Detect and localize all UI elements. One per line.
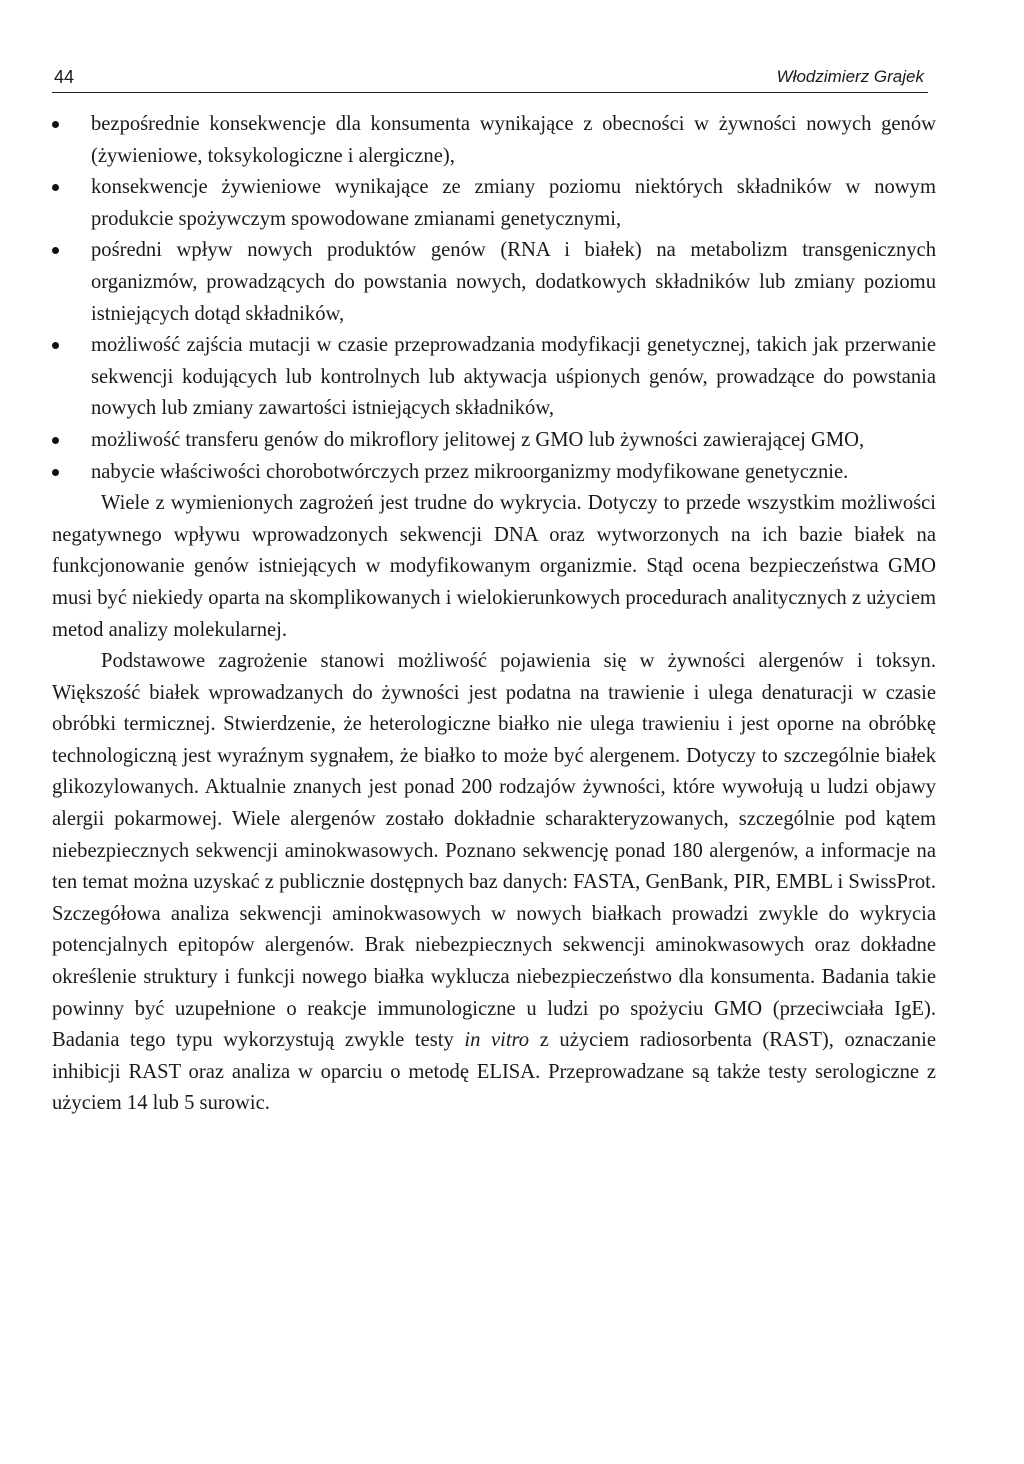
bullet-icon — [52, 184, 59, 191]
list-item-text: możliwość transferu genów do mikroflory jelitowej z GMO lub żywności zawierającej GMO, — [91, 428, 865, 451]
list-item-text: możliwość zajścia mutacji w czasie przeprowadzania modyfikacji genetycznej, takich jak przerwanie sekwencji kodujących lub kontrolnych lub aktywacja uśpionych genów, prowadzące do powstania nowych lub zmiany zawartości istniejących składników, — [91, 334, 936, 420]
list-item — [52, 425, 936, 457]
list-item — [52, 109, 936, 172]
running-header — [52, 62, 928, 93]
bullet-icon — [52, 437, 59, 444]
running-header-author: Włodzimierz Grajek — [776, 67, 924, 86]
paragraph-allergens — [52, 646, 936, 1120]
list-item-text: nabycie właściwości chorobotwórczych przez mikroorganizmy modyfikowane genetycznie. — [91, 460, 849, 483]
list-item-text: bezpośrednie konsekwencje dla konsumenta wynikające z obecności w żywności nowych genów (żywieniowe, toksykologiczne i alergiczne), — [91, 113, 936, 167]
body-text — [52, 109, 936, 1120]
list-item — [52, 235, 936, 330]
page-number: 44 — [54, 67, 75, 87]
list-item — [52, 172, 936, 235]
paragraph-detection-difficulty: Wiele z wymienionych zagrożeń jest trudne do wykrycia. Dotyczy to przede wszystkim możliwości negatywnego wpływu wprowadzonych sekwencji DNA oraz wytworzonych na ich bazie białek na funkcjonowanie genów istniejących w modyfikowanym organizmie. Stąd ocena bezpieczeństwa GMO musi być niekiedy oparta na skomplikowanych i wielokierunkowych procedurach analitycznych z użyciem metod analizy molekularnej. — [52, 492, 936, 641]
paragraph-allergens-text-1: Podstawowe zagrożenie stanowi możliwość pojawienia się w żywności alergenów i toksyn. Większość białek wprowadzanych do żywności jest podatna na trawienie i ulega denaturacji w czasie obróbki termicznej. Stwierdzenie, że heterologiczne białko nie ulega trawieniu i jest oporne na obróbkę technologiczną jest wyraźnym sygnałem, że białko to może być alergenem. Dotyczy to szczególnie białek glikozylowanych. Aktualnie znanych jest ponad 200 rodzajów żywności, które wywołują u ludzi objawy alergii pokarmowej. Wiele alergenów zostało dokładnie scharakteryzowanych, szczególnie pod kątem niebezpiecznych sekwencji aminokwasowych. Poznano sekwencję ponad 180 alergenów, a informacje na ten temat można uzyskać z publicznie dostępnych baz danych: FASTA, GenBank, PIR, EMBL i SwissProt. Szczegółowa analiza sekwencji aminokwasowych w nowych białkach prowadzi zwykle do wykrycia potencjalnych epitopów alergenów. Brak niebezpiecznych sekwencji aminokwasowych oraz dokładne określenie struktury i funkcji nowego białka wyklucza niebezpieczeństwo dla konsumenta. Badania takie powinny być uzupełnione o reakcje immunologiczne u ludzi po spożyciu GMO (przeciwciała IgE). Badania tego typu wykorzystują zwykle testy — [52, 650, 936, 1052]
list-item — [52, 330, 936, 425]
risk-list — [52, 109, 936, 488]
list-item — [52, 457, 936, 489]
bullet-icon — [52, 469, 59, 476]
in-vitro-term: in vitro — [464, 1029, 530, 1052]
list-item-text: pośredni wpływ nowych produktów genów (RNA i białek) na metabolizm transgenicznych organizmów, prowadzących do powstania nowych, dodatkowych składników lub zmiany poziomu istniejących dotąd składników, — [91, 239, 936, 325]
bullet-icon — [52, 342, 59, 349]
list-item-text: konsekwencje żywieniowe wynikające ze zmiany poziomu niektórych składników w nowym produkcie spożywczym spowodowane zmianami genetycznymi, — [91, 176, 936, 230]
bullet-icon — [52, 247, 59, 254]
paragraph-allergens-text-2: z użyciem radiosorbenta (RAST), oznaczanie inhibicji RAST oraz analiza w oparciu o metodę ELISA. Przeprowadzane są także testy serologiczne z użyciem 14 lub 5 surowic. — [52, 1029, 936, 1115]
bullet-icon — [52, 121, 59, 128]
